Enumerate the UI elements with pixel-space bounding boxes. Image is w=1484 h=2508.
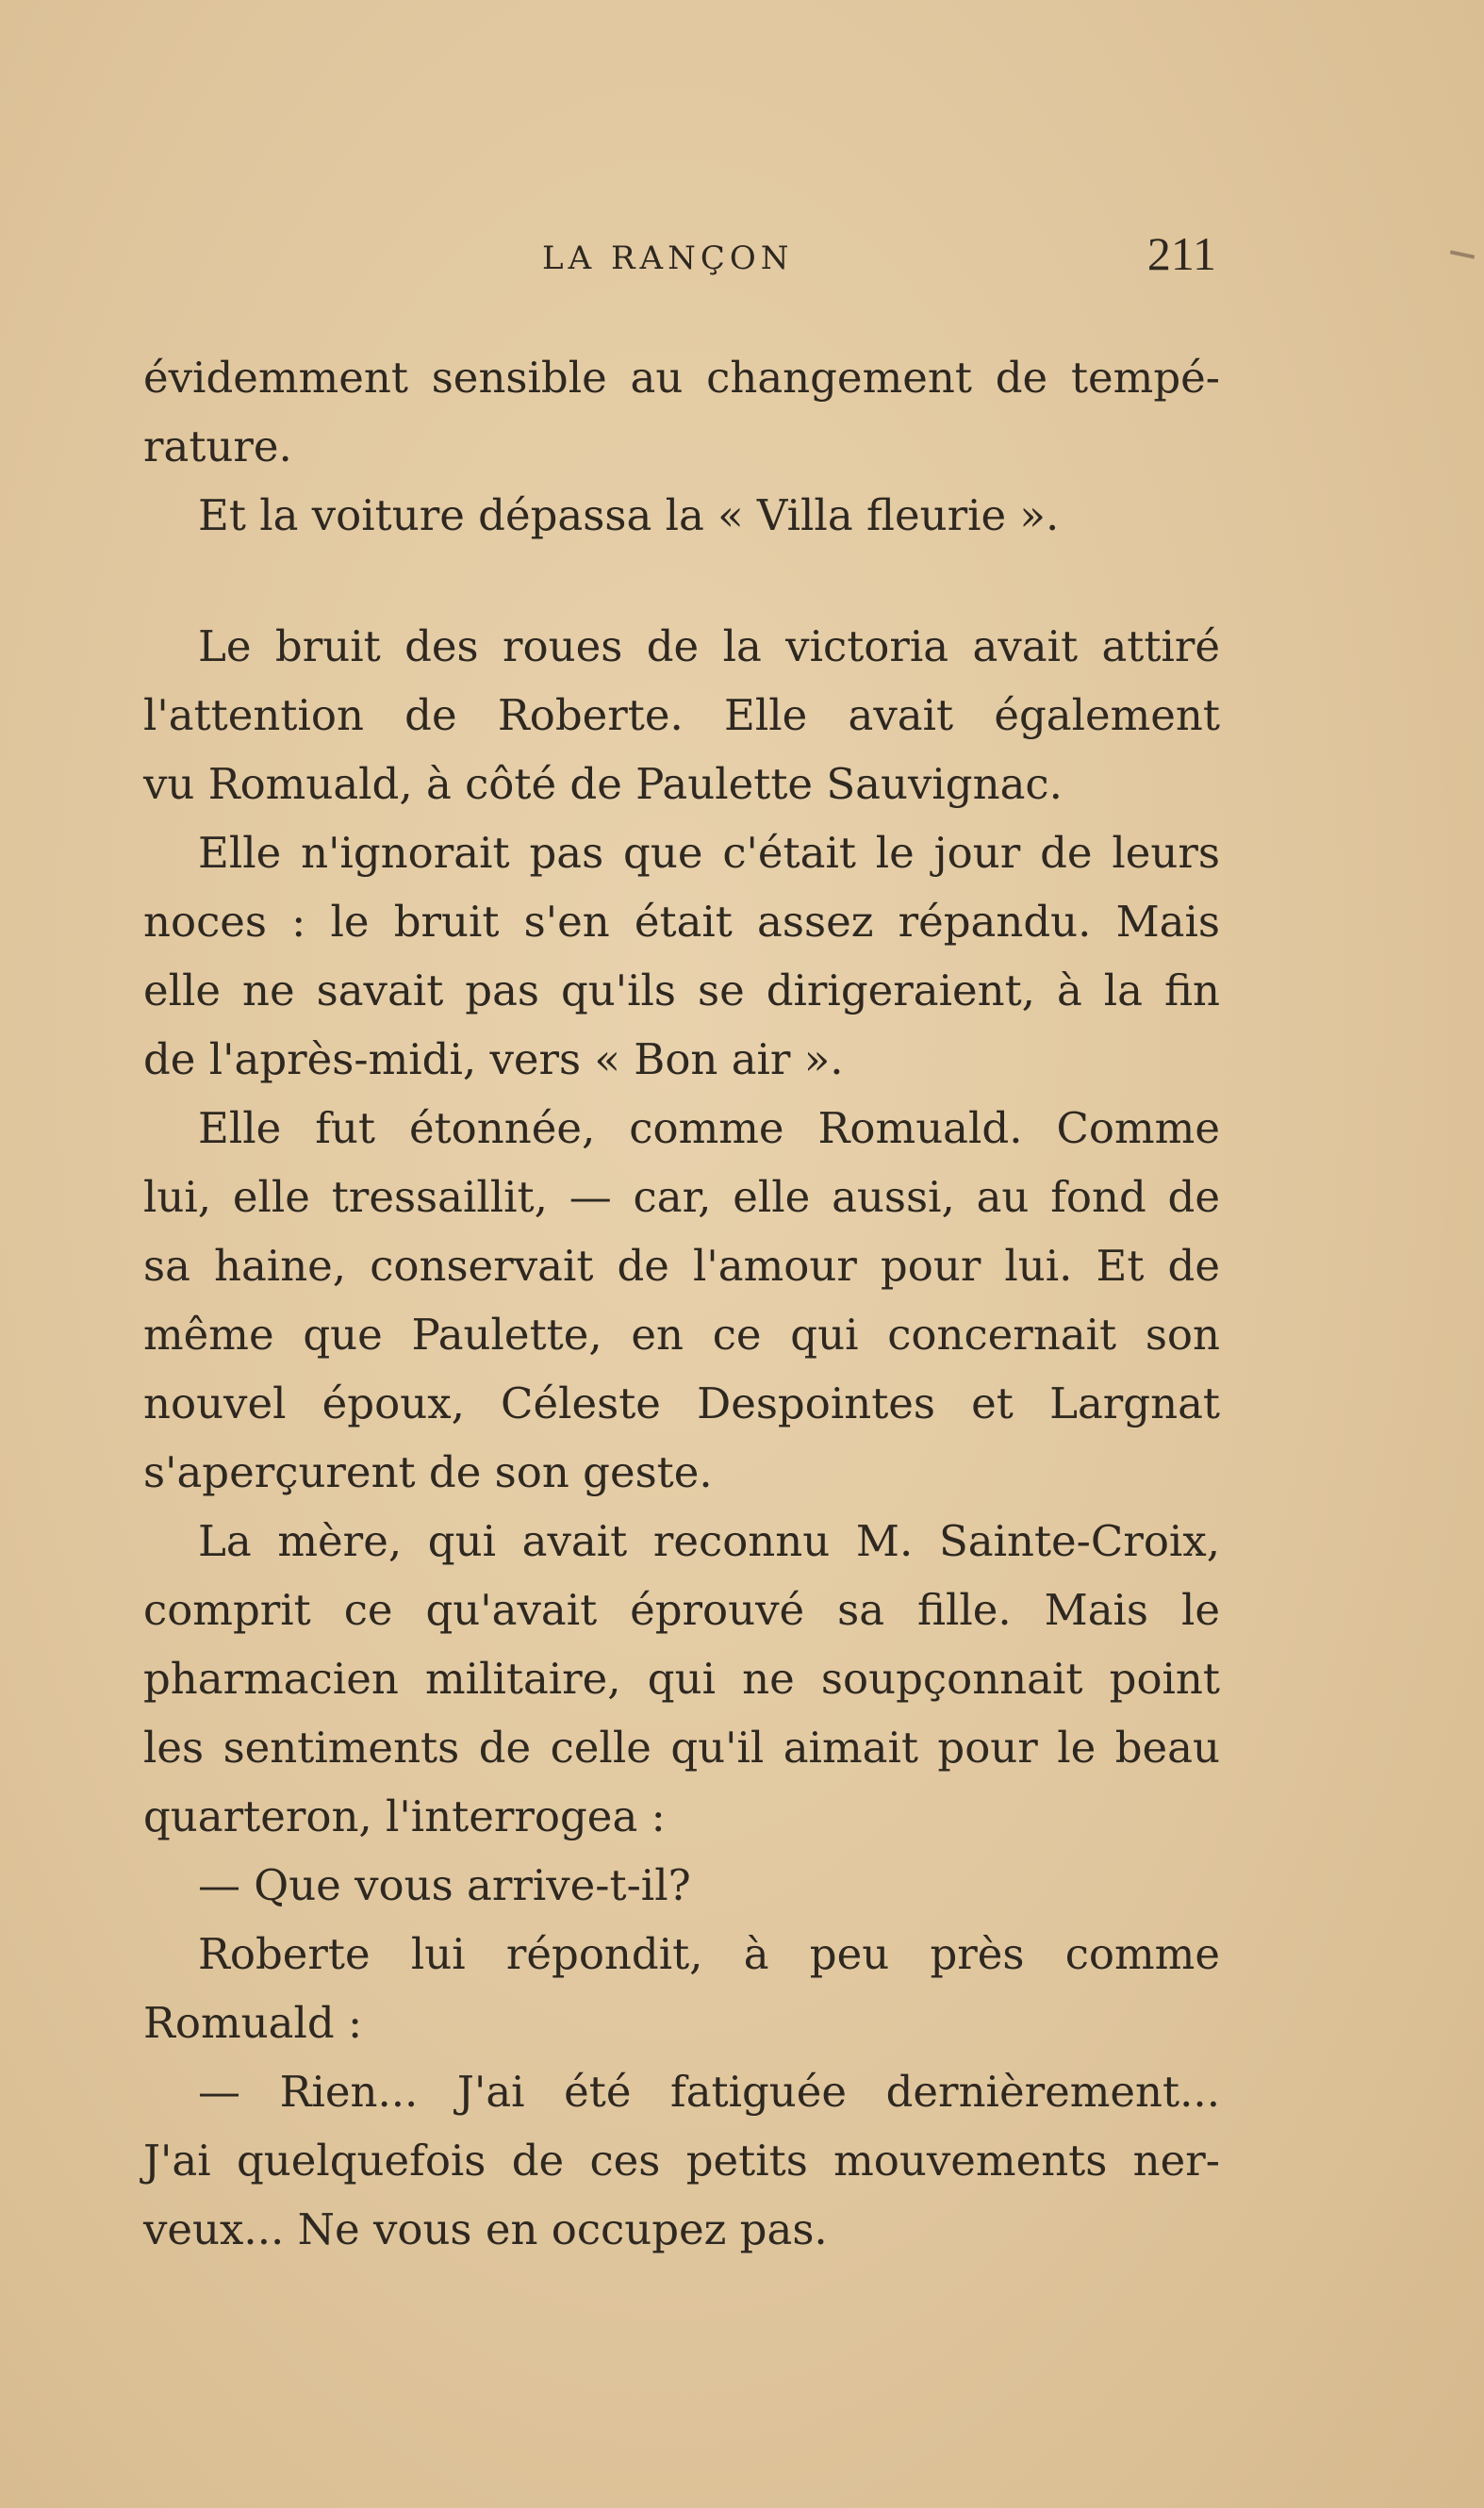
text-line: Romuald : [143, 1998, 363, 2048]
text-line: Elle fut étonnée, comme Romuald. Comme [198, 1103, 1220, 1153]
edge-mark [1450, 250, 1475, 258]
paragraph [143, 1094, 1220, 1507]
text-line: évidemment sensible au changement de tempé- [143, 353, 1220, 403]
paragraph [143, 1851, 1220, 1920]
text-line: quarteron, l'interrogea : [143, 1791, 666, 1841]
text-line: La mère, qui avait reconnu M. Sainte-Croix, [198, 1516, 1220, 1566]
page-number: 211 [1146, 227, 1216, 280]
text-line: comprit ce qu'avait éprouvé sa fille. Mais le [143, 1585, 1220, 1635]
text-line: Le bruit des roues de la victoria avait attiré [198, 621, 1220, 671]
paragraph [143, 612, 1220, 818]
text-line: Et la voiture dépassa la « Villa fleurie ». [198, 490, 1060, 540]
text-line: l'attention de Roberte. Elle avait également [143, 690, 1220, 740]
text-line: Roberte lui répondit, à peu près comme [198, 1929, 1220, 1979]
paragraph [143, 1920, 1220, 2057]
page-header [141, 226, 1216, 292]
paragraph [143, 343, 1220, 481]
running-title: LA RANÇON [542, 239, 794, 277]
text-line: — Rien... J'ai été fatiguée dernièrement... [198, 2067, 1220, 2117]
text-line: de l'après-midi, vers « Bon air ». [143, 1034, 844, 1084]
paragraph [143, 1507, 1220, 1851]
text-line: lui, elle tressaillit, — car, elle aussi, au fond de [143, 1172, 1220, 1222]
text-line: Elle n'ignorait pas que c'était le jour de leurs [198, 828, 1220, 878]
paragraph [143, 2057, 1220, 2264]
text-line: sa haine, conservait de l'amour pour lui. Et de [143, 1241, 1220, 1291]
text-line: les sentiments de celle qu'il aimait pour le beau [143, 1723, 1220, 1773]
text-line: veux... Ne vous en occupez pas. [143, 2204, 828, 2254]
text-line: noces : le bruit s'en était assez répandu. Mais [143, 897, 1220, 947]
text-line: elle ne savait pas qu'ils se dirigeraient, à la fin [143, 965, 1220, 1015]
text-line: pharmacien militaire, qui ne soupçonnait point [143, 1654, 1220, 1704]
paragraph [143, 818, 1220, 1094]
paragraph [143, 481, 1220, 550]
text-line: rature. [143, 421, 292, 471]
body-text [143, 343, 1220, 2264]
text-line: J'ai quelquefois de ces petits mouvements ner- [143, 2136, 1220, 2186]
text-line: vu Romuald, à côté de Paulette Sauvignac. [143, 759, 1063, 809]
text-line: s'aperçurent de son geste. [143, 1447, 713, 1497]
text-line: même que Paulette, en ce qui concernait son [143, 1310, 1220, 1360]
text-line: — Que vous arrive-t-il? [198, 1860, 691, 1910]
section-break [143, 550, 1220, 612]
text-line: nouvel époux, Céleste Despointes et Largnat [143, 1378, 1220, 1428]
